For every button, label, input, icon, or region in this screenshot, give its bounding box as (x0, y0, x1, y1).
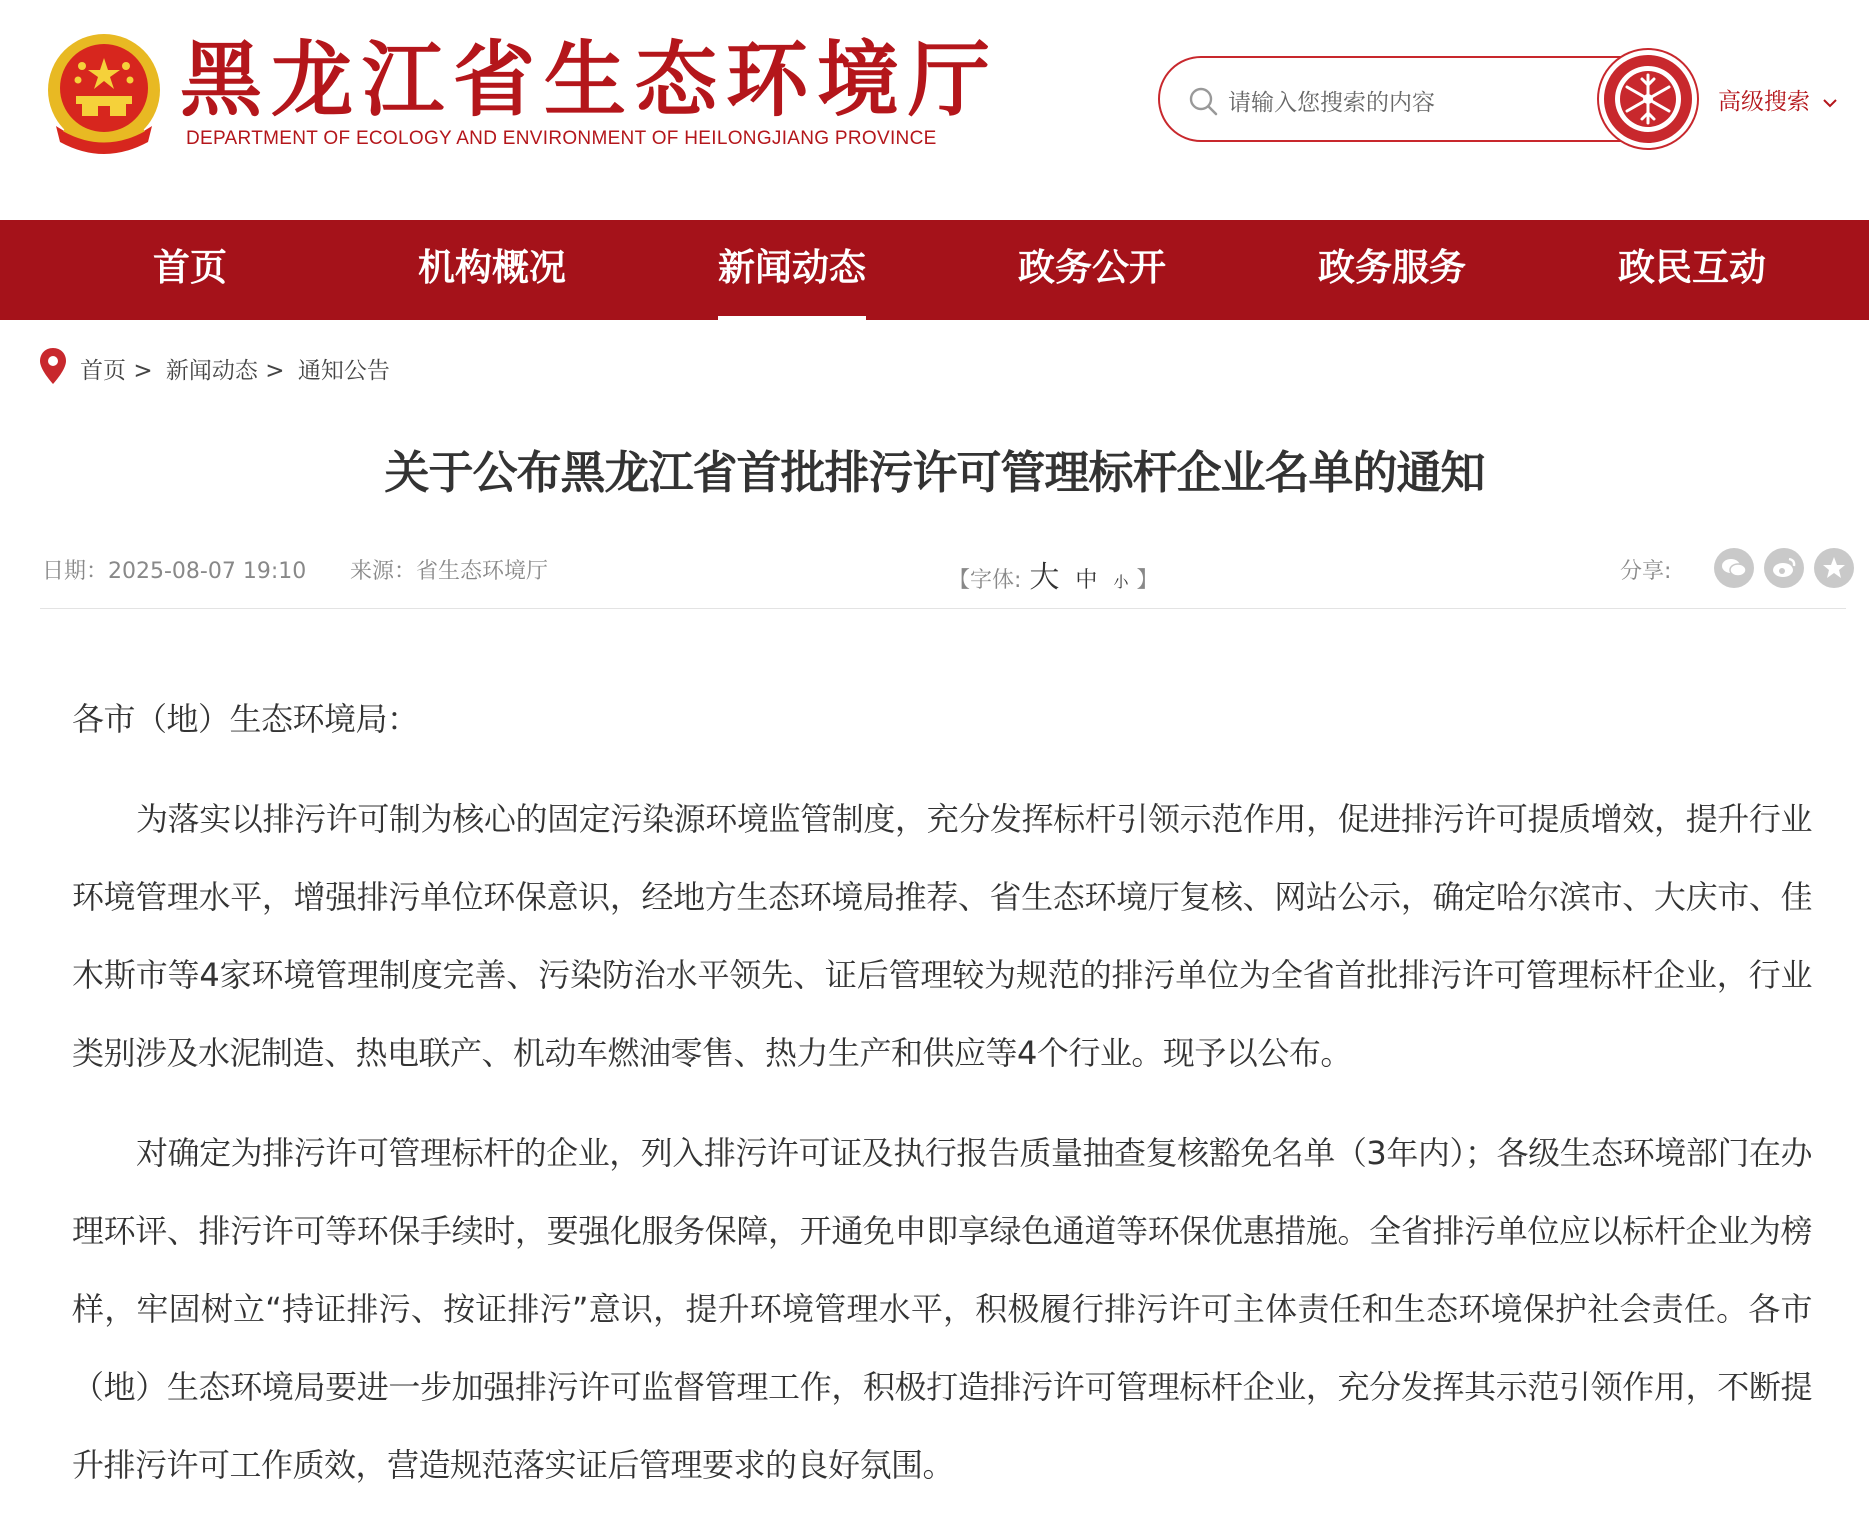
article-paragraph: 为落实以排污许可制为核心的固定污染源环境监管制度，充分发挥标杆引领示范作用，促进排污许可提质增效，提升行业环境管理水平，增强排污单位环保意识，经地方生态环境局推荐、省生态环境厅复核、网站公示，确定哈尔滨市、大庆市、佳木斯市等4家环境管理制度完善、污染防治水平领先、证后管理较为规范的排污单位为全省首批排污许可管理标杆企业，行业类别涉及水泥制造、热电联产、机动车燃油零售、热力生产和供应等4个行业。现予以公布。 (72, 800, 1812, 1072)
nav-item-interaction[interactable]: 政民互动 (1618, 246, 1766, 289)
nav-item-organization[interactable]: 机构概况 (418, 246, 566, 289)
snowflake-icon (1612, 63, 1684, 135)
article-salutation: 各市（地）生态环境局： (72, 700, 419, 738)
font-size-label: 【字体: (948, 568, 1022, 593)
national-emblem-icon[interactable] (44, 30, 164, 158)
search-button[interactable] (1599, 50, 1697, 148)
site-title: 黑龙江省生态环境厅 (180, 32, 1000, 128)
nav-item-home[interactable]: 首页 (153, 246, 227, 289)
site-header (0, 0, 1869, 220)
font-size-close: 】 (1136, 568, 1159, 593)
chevron-down-icon (1822, 97, 1838, 109)
advanced-search-label: 高级搜索 (1718, 89, 1810, 115)
breadcrumb-separator: > (265, 358, 285, 384)
location-pin-icon (40, 348, 66, 384)
article-date: 日期：2025-08-07 19:10 (42, 559, 307, 584)
article-meta (42, 552, 1842, 595)
article-paragraph: 对确定为排污许可管理标杆的企业，列入排污许可证及执行报告质量抽查复核豁免名单（3年内）；各级生态环境部门在办理环评、排污许可等环保手续时，要强化服务保障，开通免申即享绿色通道等环保优惠措施。全省排污单位应以标杆企业为榜样，牢固树立“持证排污、按证排污”意识，提升环境管理水平，积极履行排污许可主体责任和生态环境保护社会责任。各市（地）生态环境局要进一步加强排污许可监督管理工作，积极打造排污许可管理标杆企业，充分发挥其示范引领作用，不断提升排污许可工作质效，营造规范落实证后管理要求的良好氛围。 (72, 1134, 1812, 1484)
breadcrumb-home[interactable]: 首页 (80, 358, 126, 384)
nav-item-gov-affairs[interactable]: 政务公开 (1018, 246, 1166, 289)
site-subtitle: DEPARTMENT OF ECOLOGY AND ENVIRONMENT OF HEILONGJIANG PROVINCE (186, 128, 937, 149)
meta-divider (40, 608, 1846, 609)
wechat-share-icon[interactable] (1714, 548, 1754, 588)
breadcrumb-news[interactable]: 新闻动态 (165, 358, 258, 384)
main-nav (0, 220, 1869, 320)
breadcrumb-separator: > (133, 358, 153, 384)
advanced-search-link[interactable] (1718, 83, 1838, 116)
font-size-small[interactable]: 小 (1113, 573, 1129, 591)
font-size-medium[interactable]: 中 (1075, 568, 1098, 593)
weibo-share-icon[interactable] (1764, 548, 1804, 588)
article-body (72, 680, 1812, 1526)
nav-item-news[interactable]: 新闻动态 (718, 220, 866, 320)
search-icon (1188, 86, 1218, 116)
share-label: 分享: (1620, 559, 1672, 584)
article-title: 关于公布黑龙江省首批排污许可管理标杆企业名单的通知 (384, 446, 1485, 499)
font-size-large[interactable]: 大 (1029, 560, 1060, 595)
font-size-switcher (948, 552, 1158, 596)
search-input[interactable] (1226, 82, 1580, 124)
nav-item-gov-services[interactable]: 政务服务 (1318, 246, 1466, 289)
breadcrumb-notices[interactable]: 通知公告 (297, 358, 390, 384)
article-source: 来源：省生态环境厅 (350, 559, 549, 584)
favorite-share-icon[interactable] (1814, 548, 1854, 588)
